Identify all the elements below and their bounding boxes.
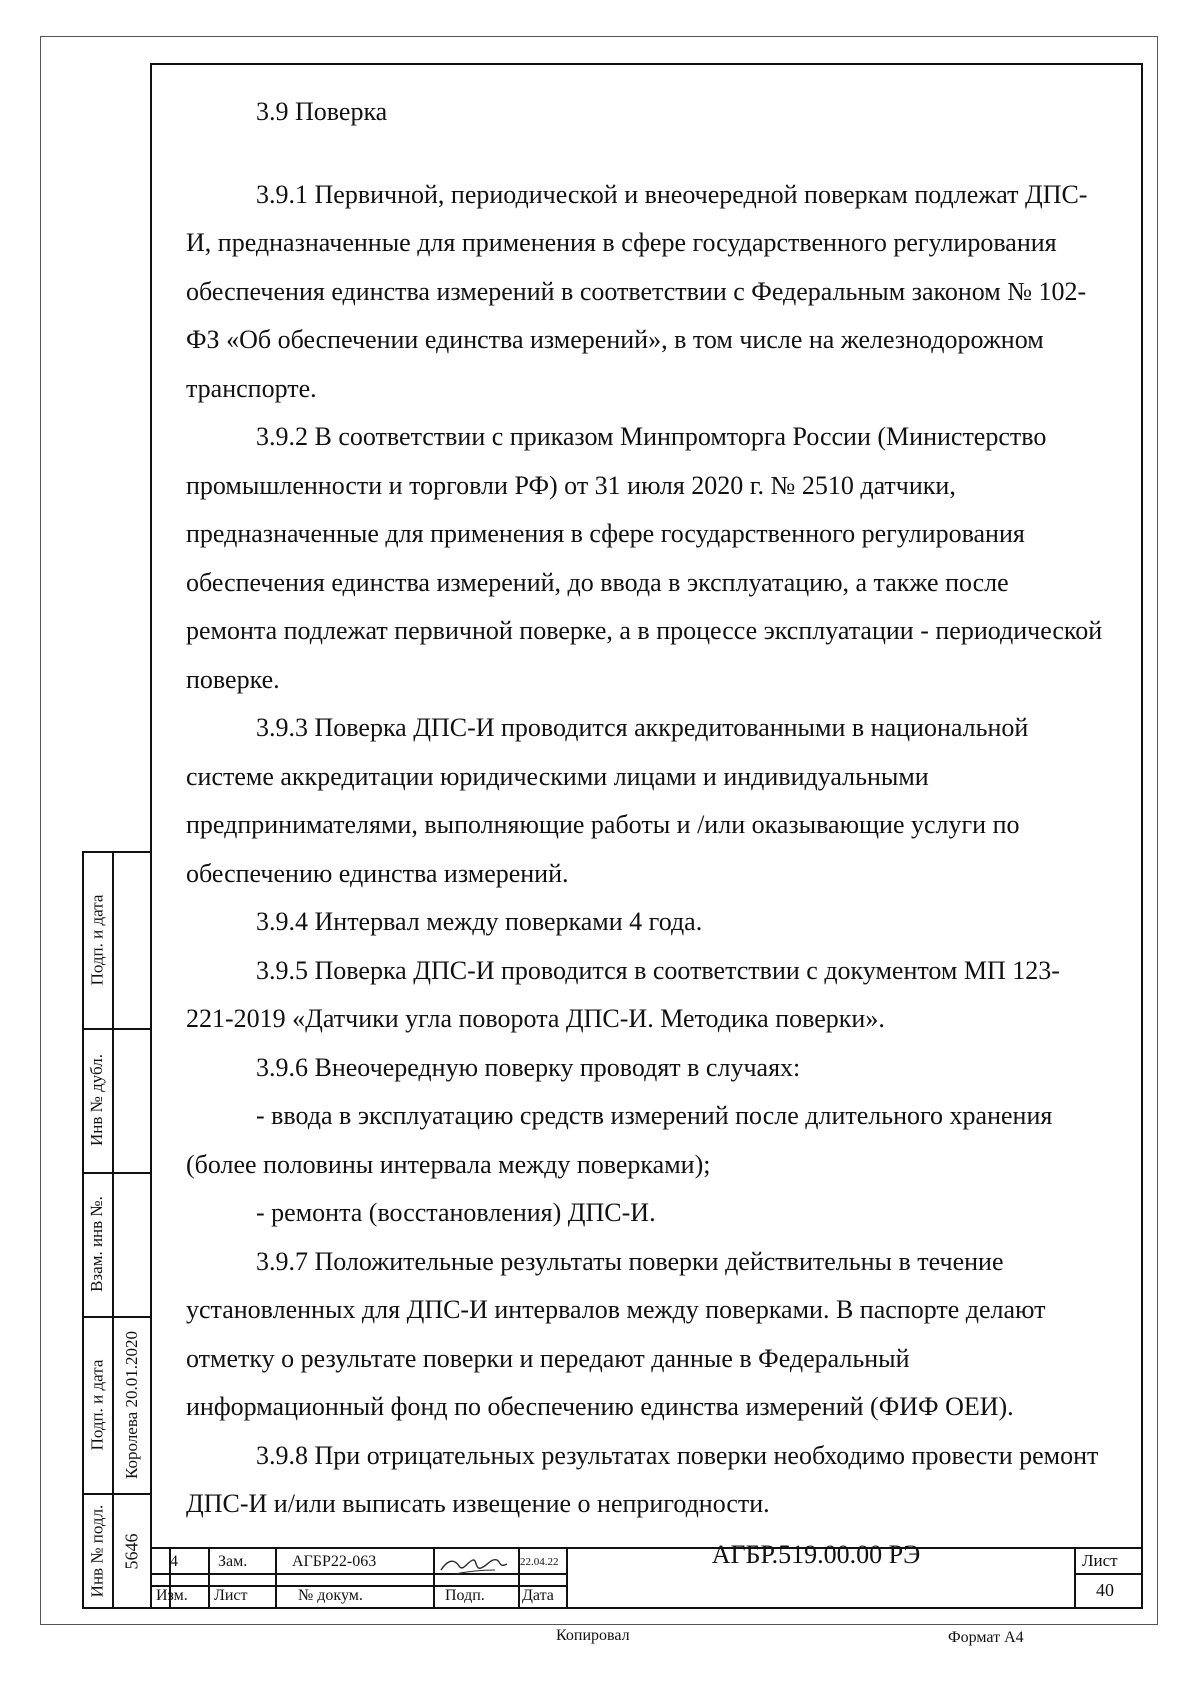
rev-list: Зам. (218, 1553, 248, 1570)
rev-izm: 4 (170, 1553, 178, 1570)
inv-podl-value: 5646 (121, 1533, 142, 1569)
podp-data-top-label: Подп. и дата (87, 894, 107, 985)
document-body (186, 88, 1106, 1529)
rev-doc-number: АГБР22-063 (292, 1553, 377, 1570)
podp-data-bottom-label: Подп. и дата (87, 1359, 107, 1450)
paragraph-3-9-3: 3.9.3 Поверка ДПС-И проводится аккредитованными в национальной системе аккредитации юридическими лицами и индивидуальными предпринимателями, выполняющие работы и /или оказывающие услуги по обеспечению единства измерений. (186, 713, 1029, 888)
rev-date: 22.04.22 (520, 1556, 559, 1568)
inv-dubl-label: Инв № дубл. (87, 1053, 107, 1147)
header-podp: Подп. (445, 1587, 485, 1604)
signature-mark (435, 1548, 517, 1584)
signature-date-value: Королева 20.01.2020 (122, 1330, 141, 1479)
header-doc: № докум. (298, 1587, 363, 1604)
paragraph-3-9-6: 3.9.6 Внеочередную поверку проводят в случаях: (256, 1052, 801, 1082)
paragraph-3-9-1: 3.9.1 Первичной, периодической и внеочередной поверкам подлежат ДПС-И, предназначенные для применения в сфере государственного регулирования обеспечения единства измерений в соответствии с Федеральным законом № 102-ФЗ «Об обеспечении единства измерений», в том числе на железнодорожном транспорте. (186, 179, 1088, 403)
paragraph-case-1: - ввода в эксплуатацию средств измерений после длительного хранения (более половины интервала между поверками); (186, 1101, 1053, 1179)
footer-format: Формат А4 (948, 1629, 1024, 1646)
header-izm: Изм. (156, 1587, 188, 1604)
paragraph-case-2: - ремонта (восстановления) ДПС-И. (256, 1198, 656, 1227)
section-heading: 3.9 Поверка (256, 97, 388, 126)
footer-copied: Копировал (556, 1627, 630, 1644)
header-list: Лист (214, 1587, 248, 1604)
paragraph-3-9-8: 3.9.8 При отрицательных результатах поверки необходимо провести ремонт ДПС-И и/или выписать извещение о непригодности. (186, 1440, 1099, 1518)
sheet-number: 40 (1096, 1580, 1114, 1600)
header-date: Дата (522, 1587, 554, 1604)
paragraph-3-9-5: 3.9.5 Поверка ДПС-И проводится в соответствии с документом МП 123-221-2019 «Датчики угла поворота ДПС-И. Методика поверки». (186, 955, 1060, 1033)
paragraph-3-9-7: 3.9.7 Положительные результаты поверки действительны в течение установленных для ДПС-И интервалов между поверками. В паспорте делают отметку о результате поверки и передают данные в Федеральный информационный фонд по обеспечению единства измерений (ФИФ ОЕИ). (186, 1246, 1046, 1421)
sheet-label: Лист (1082, 1551, 1118, 1570)
paragraph-3-9-2: 3.9.2 В соответствии с приказом Минпромторга России (Министерство промышленности и торговли РФ) от 31 июля 2020 г. № 2510 датчики, предназначенные для применения в сфере государственного регулирования обеспечения единства измерений, до ввода в эксплуатацию, а также после ремонта подлежат первичной поверке, а в процессе эксплуатации - периодической поверке. (186, 422, 1103, 694)
inv-podl-label: Инв № подл. (87, 1504, 106, 1598)
vzam-inv-label: Взам. инв №. (87, 1196, 106, 1292)
document-number: АГБР.519.00.00 РЭ (711, 1540, 921, 1569)
paragraph-3-9-4: 3.9.4 Интервал между поверками 4 года. (256, 907, 703, 936)
